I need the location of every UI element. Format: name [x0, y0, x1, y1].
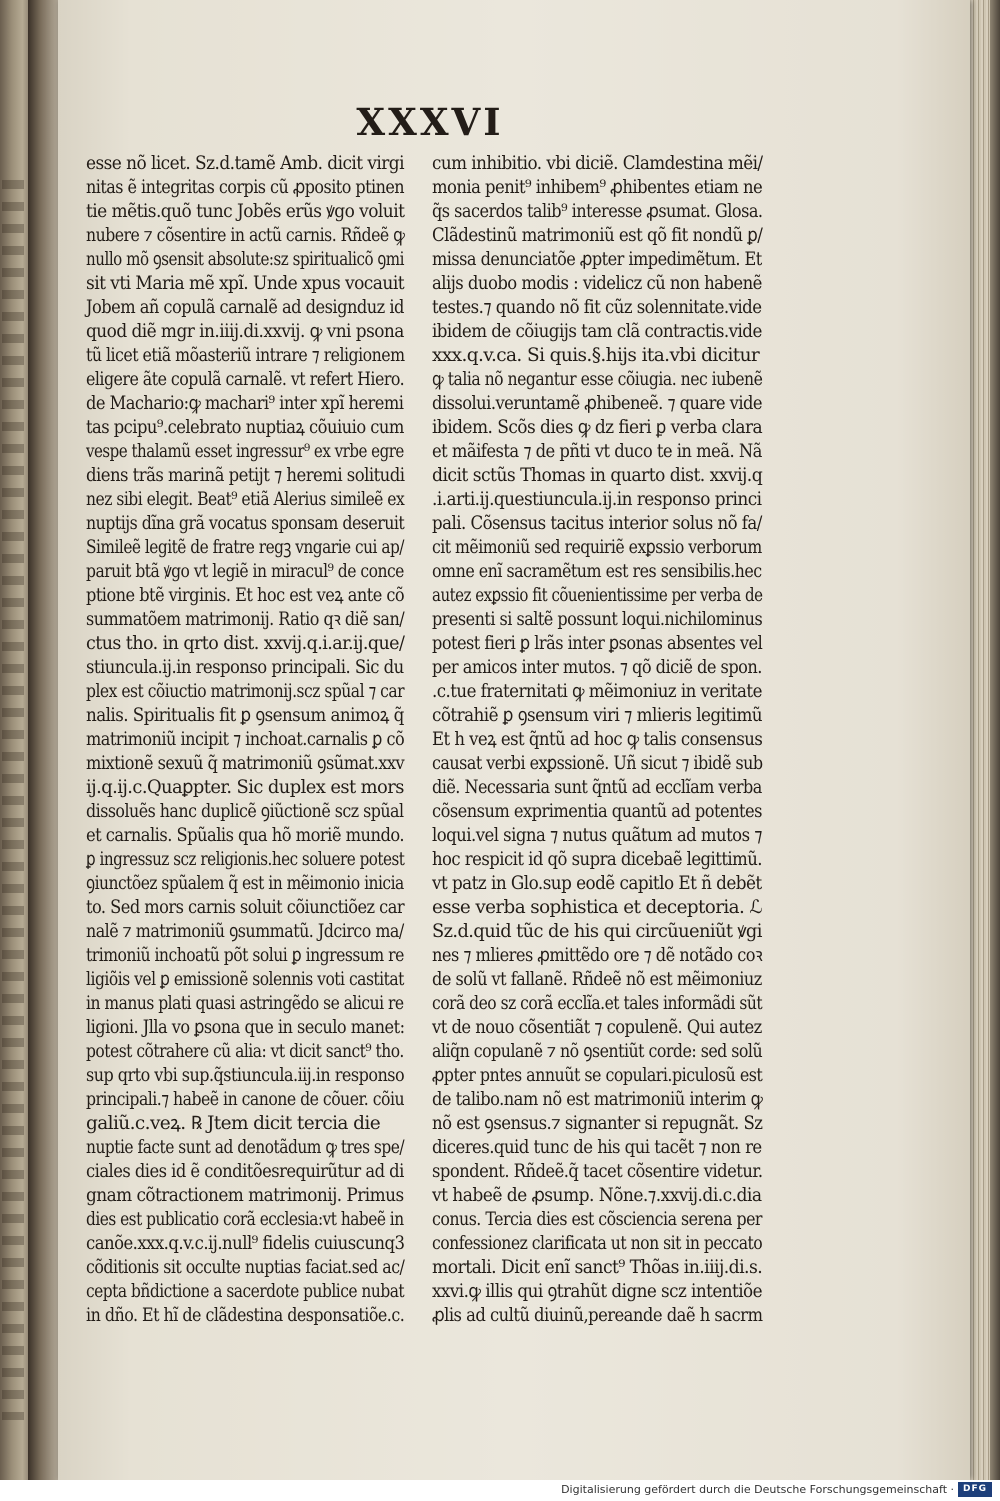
text-line: vt habeẽ de ꝓsump. Nõne.⁊.xxvij.di.c.dia [432, 1185, 762, 1206]
text-line: loqui.vel signa ⁊ nutus quãtum ad mutos ⁊ [432, 825, 762, 846]
text-line: et carnalis. Spũalis qua hõ moriẽ mundo. [86, 825, 405, 846]
text-line: dicit sctũs Thomas in quarto dist. xxvij.q [432, 465, 763, 486]
text-line: causat verbi exꝑssionẽ. Uñ sicut ⁊ ibidẽ sub [432, 753, 763, 774]
text-line: to. Sed mors carnis soluit cõiunctiõez car [86, 897, 405, 918]
text-line: .i.arti.ij.questiuncula.ij.in responso princi [432, 489, 762, 510]
facing-page-text [2, 180, 24, 1420]
text-line: autez exꝑssio fit cõuenientissime per verba de [432, 585, 763, 606]
left-text-column [86, 152, 404, 1328]
text-line: tũ licet etiã mõasteriũ intrare ⁊ religionem [86, 345, 405, 366]
text-line: vespe thalamũ esset ingressur⁹ ex vrbe egre [86, 441, 404, 462]
text-line: nullo mõ ꝯsensit absolute:sz spiritualicõ ꝯmi [86, 249, 404, 270]
text-line: nuptie facte sunt ad denotãdum ꝙ tres spe/ [86, 1137, 405, 1158]
text-line: diẽ. Necessaria sunt q̃ntũ ad ecclĩam verba [432, 777, 762, 798]
text-line: sit vti Maria mẽ xpĩ. Unde xpus vocauit [86, 273, 405, 294]
text-line: cõtrahiẽ ꝑ ꝯsensum viri ⁊ mlieris legitimũ [432, 705, 763, 726]
text-line: corã deo sz corã ecclĩa.et tales informãdi sũt [432, 993, 763, 1014]
text-line: stiuncula.ij.in responso principali. Sic du [86, 657, 404, 678]
text-line: cit mẽimoniũ sed requiriẽ exꝑssio verborum [432, 537, 762, 558]
text-line: galiũ.c.veꝝ. ℞ Jtem dicit tercia die [86, 1113, 381, 1134]
text-line: summatõem matrimonij. Ratio qꝛ diẽ san/ [86, 609, 405, 630]
text-line: pali. Cõsensus tacitus interior solus nõ fa/ [432, 513, 762, 534]
text-line: mortali. Dicit enĩ sanct⁹ Thõas in.iiij.di.s. [432, 1257, 763, 1278]
folio-number: XXXVI [356, 100, 504, 144]
text-line: ꝯiunctõez spũalem q̃ est in mẽimonio inicia [86, 873, 404, 894]
text-line: in manus plati quasi astringẽdo se alicui re [86, 993, 404, 1014]
text-line: ꝙ talia nõ negantur esse cõiugia. nec iubenẽ [432, 369, 763, 390]
text-line: Et h veꝝ est q̃ntũ ad hoc ꝙ talis consensus [432, 729, 763, 750]
text-line: potest cõtrahere cũ alia: vt dicit sanct⁹ tho. [86, 1041, 404, 1062]
text-line: spondent. Rñdeẽ.q̃ tacet cõsentire videtur. [432, 1161, 763, 1182]
text-line: ligiõis vel ꝑ emissionẽ solennis voti castitat [86, 969, 404, 990]
text-line: de solũ vt fallanẽ. Rñdeẽ nõ est mẽimoniuz [432, 969, 762, 990]
text-line: paruit btã ꝟgo vt legiẽ in miracul⁹ de conce [86, 561, 404, 582]
text-line: cepta bñdictione a sacerdote publice nubat [86, 1281, 405, 1302]
text-line: alijs duobo modis : videlicz cũ non habenẽ [432, 273, 762, 294]
text-line: Simileẽ legitẽ de fratre regꝫ vngarie cui ap/ [86, 537, 404, 558]
text-line: ꝓlis ad cultũ diuinũ,pereande daẽ h sacrm [432, 1305, 763, 1326]
text-line: Clãdestinũ matrimoniũ est qõ fit nondũ ꝑ/ [432, 225, 763, 246]
text-line: cum inhibitio. vbi diciẽ. Clamdestina mẽi/ [432, 153, 763, 174]
text-line: ꝓpter pntes annuũt se copulari.piculosũ est [432, 1065, 763, 1086]
text-line: ctus tho. in qrto dist. xxvij.q.i.ar.ij.que/ [86, 633, 405, 654]
text-line: ꝑ ingressuz scz religionis.hec soluere potest [86, 849, 405, 870]
text-line: nubere ⁊ cõsentire in actũ carnis. Rñdeẽ ꝙ [86, 225, 405, 246]
text-line: canõe.xxx.q.v.c.ij.null⁹ fidelis cuiuscunq3 [86, 1233, 405, 1254]
text-line: missa denunciatõe ꝓpter impedimẽtum. Et [432, 249, 762, 270]
text-line: potest fieri ꝑ lrãs inter ꝑsonas absentes vel [432, 633, 763, 654]
text-line: matrimoniũ incipit ⁊ inchoat.carnalis ꝑ cõ [86, 729, 405, 750]
text-line: principali.⁊ habeẽ in canone de cõuer. cõiu [86, 1089, 405, 1110]
text-line: monia penit⁹ inhibem⁹ ꝓhibentes etiam ne [432, 177, 763, 198]
text-line: dissoluẽs hanc duplicẽ ꝯiũctionẽ scz spũal [86, 801, 404, 822]
text-line: confessionez clarificata ut non sit in peccato [432, 1233, 763, 1254]
text-line: ligioni. Jlla vo ꝑsona que in seculo manet: [86, 1017, 405, 1038]
text-line: presenti si saltẽ possunt loqui.nichilominus [432, 609, 763, 630]
text-line: diens trãs marinã petijt ⁊ heremi solitudi [86, 465, 405, 486]
text-line: nalẽ ⁊ matrimoniũ ꝯsummatũ. Jdcirco ma/ [86, 921, 404, 942]
digitization-footer [0, 1480, 1000, 1501]
text-line: omne enĩ sacramẽtum est res sensibilis.hec [432, 561, 762, 582]
text-line: aliq̃n copulanẽ ⁊ nõ ꝯsentiũt corde: sed solũ [432, 1041, 763, 1062]
text-line: nuptijs dĩna grã vocatus sponsam deseruit [86, 513, 405, 534]
text-line: et mãifesta ⁊ de pñti vt duco te in meã. Nã [432, 441, 762, 462]
text-line: ptione btẽ virginis. Et hoc est veꝝ ante cõ [86, 585, 405, 606]
text-line: tie mẽtis.quõ tunc Jobẽs erũs ꝟgo voluit [86, 201, 405, 222]
text-line: cõditionis sit occulte nuptias faciat.sed ac/ [86, 1257, 405, 1278]
page-edge-shadow [990, 0, 1000, 1480]
text-line: nez sibi elegit. Beat⁹ etiã Alerius simileẽ ex [86, 489, 405, 510]
text-line: .c.tue fraternitati ꝙ mẽimoniuz in veritate [432, 681, 762, 702]
text-line: testes.⁊ quando nõ fit cũz solennitate.vide [432, 297, 762, 318]
text-line: quod diẽ mgr in.iiij.di.xxvij. ꝙ vni psona [86, 321, 404, 342]
text-line: vt patz in Glo.sup eodẽ capitlo Et ñ debẽt [432, 873, 762, 894]
text-line: nitas ẽ integritas corpis cũ ꝓposito ptinen [86, 177, 405, 198]
text-line: de Machario:ꝙ machari⁹ inter xpĩ heremi [86, 393, 404, 414]
text-line: eligere ãte copulã carnalẽ. vt refert Hiero. [86, 369, 405, 390]
text-line: ibidem. Scõs dies ꝙ dz fieri ꝑ verba clara [432, 417, 763, 438]
text-line: ciales dies id ẽ conditõesrequirũtur ad di [86, 1161, 404, 1182]
text-line: esse nõ licet. Sz.d.tamẽ Amb. dicit virgi [86, 153, 404, 174]
text-line: ibidem de cõiugijs tam clã contractis.vide [432, 321, 762, 342]
text-line: mixtionẽ sexuũ q̃ matrimoniũ ꝯsũmat.xxv [86, 753, 405, 774]
text-line: vt de nouo cõsentiãt ⁊ copulenẽ. Qui autez [432, 1017, 762, 1038]
text-line: nalis. Spiritualis fit ꝑ ꝯsensum animoꝝ q̃ [86, 705, 404, 726]
text-line: de talibo.nam nõ est matrimoniũ interim ꝙ [432, 1089, 763, 1110]
right-text-column [432, 152, 762, 1328]
text-line: tas pcipu⁹.celebrato nuptiaꝝ cõuiuio cum [86, 417, 404, 438]
text-line: Jobem añ copulã carnalẽ ad designduz id [86, 297, 404, 318]
text-line: hoc respicit id qõ supra dicebaẽ legittimũ. [432, 849, 762, 870]
text-line: nõ est ꝯsensus.⁊ signanter si repugnãt. Sz [432, 1113, 763, 1134]
text-line: xxx.q.v.ca. Si quis.§.hijs ita.vbi dicitur [432, 345, 760, 366]
text-line: xxvi.ꝙ illis qui ꝯtrahũt digne scz intentiõe [432, 1281, 762, 1302]
text-line: cõsensum exprimentia quantũ ad potentes [432, 801, 762, 822]
text-line: gnam cõtractionem matrimonij. Primus [86, 1185, 404, 1206]
text-line: dies est publicatio corã ecclesia:vt habeẽ in [86, 1209, 404, 1230]
text-line: esse verba sophistica et deceptoria. ℒ [432, 897, 763, 918]
dfg-logo: DFG [958, 1482, 992, 1497]
text-line: in dño. Et hĩ de clãdestina desponsatiõe.c. [86, 1305, 405, 1326]
funding-credit: Digitalisierung gefördert durch die Deutsche Forschungsgemeinschaft · [561, 1483, 954, 1496]
text-line: nes ⁊ mlieres ꝓmittẽdo ore ⁊ dẽ notãdo coꝛ [432, 945, 763, 966]
text-line: q̃s sacerdos talib⁹ interesse ꝓsumat. Glosa. [432, 201, 763, 222]
text-line: conus. Tercia dies est cõsciencia serena per [432, 1209, 762, 1230]
text-line: Sz.d.quid tũc de his qui circũueniũt ꝟgi [432, 921, 762, 942]
text-line: diceres.quid tunc de his qui tacẽt ⁊ non re [432, 1137, 762, 1158]
text-line: plex est cõiuctio matrimonij.scz spũal ⁊ car [86, 681, 405, 702]
text-line: ij.q.ij.c.Quaꝑpter. Sic duplex est mors [86, 777, 404, 798]
facing-page-edge [0, 0, 30, 1501]
text-line: dissolui.veruntamẽ ꝓhibeneẽ. ⁊ quare vide [432, 393, 763, 414]
text-line: per amicos inter mutos. ⁊ qõ diciẽ de spon. [432, 657, 762, 678]
text-line: sup qrto vbi sup.q̃stiuncula.iij.in responso [86, 1065, 405, 1086]
text-line: trimoniũ inchoatũ põt solui ꝑ ingressum re [86, 945, 404, 966]
